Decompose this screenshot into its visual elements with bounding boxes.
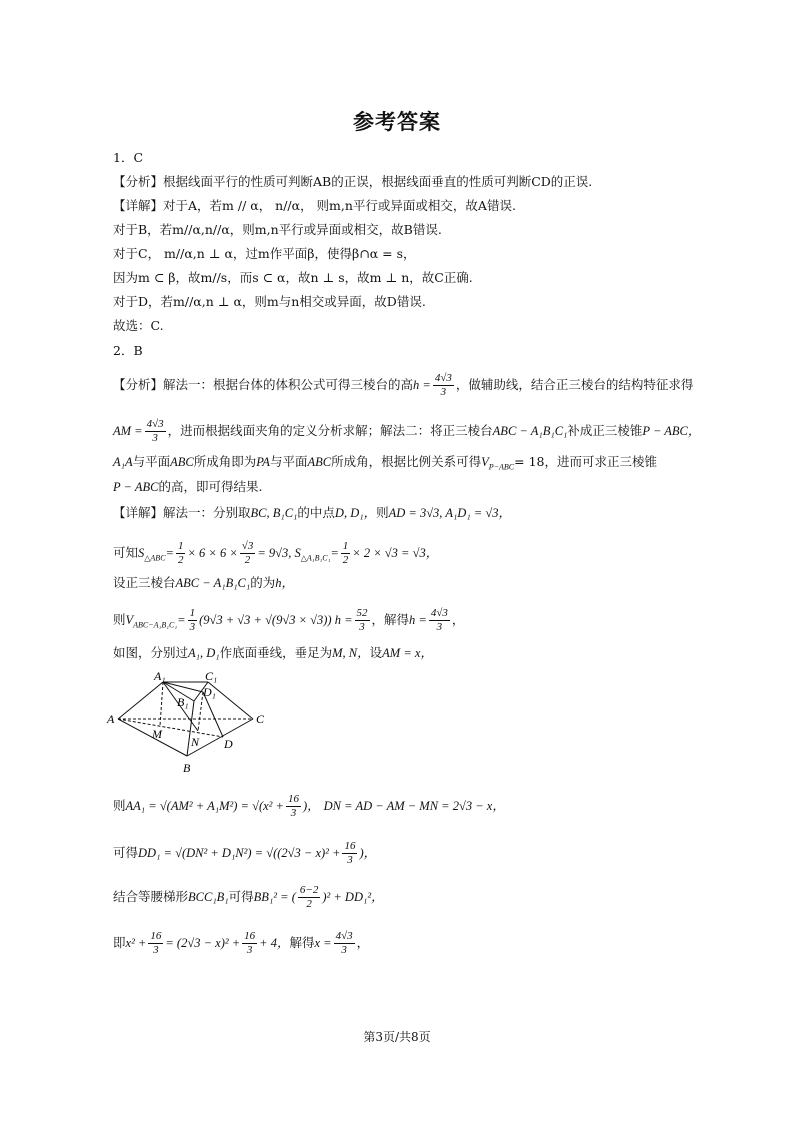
q1-detail-d: 对于D，若m//α,n ⊥ α，则m与n相交或异面，故D错误. [113, 294, 426, 309]
math: AM = x， [382, 646, 433, 660]
q2-detail-line5 [113, 645, 433, 661]
math: A₁, D₁ [188, 646, 220, 660]
text: ， [356, 935, 370, 950]
math: = [177, 613, 186, 627]
text: 与平面 [269, 454, 308, 469]
text: 结合等腰梯形 [113, 889, 189, 904]
edge-A-A1 [118, 682, 163, 719]
math: (9√3 + √3 + √(9√3 × √3)) h = [199, 613, 353, 627]
math: D, D₁， [334, 506, 377, 520]
q2-answer: 2．B [113, 343, 143, 358]
math: × 2 × √3 = √3， [352, 546, 439, 560]
math-subscript: △A₁B₁C₁ [300, 553, 331, 563]
math: DN = AD − AM − MN = 2√3 − x， [323, 799, 505, 813]
q2-analysis-line3 [113, 454, 657, 476]
label-A1: A₁ [154, 669, 166, 683]
math: AM = [113, 424, 143, 438]
fraction: $\frac{16}{3}$ [244, 930, 256, 956]
text: 补成正三棱锥 [567, 423, 643, 438]
math: )， [359, 846, 377, 860]
fraction: $\frac{4√3}{3}$ [434, 372, 452, 398]
math-subscript: ABC−A₁B₁C₁ [133, 620, 178, 630]
math: P − ABC [113, 480, 159, 494]
fraction: $\frac{1}{2}$ [342, 540, 349, 566]
label-M: M [152, 727, 162, 741]
q2-detail-line4 [113, 607, 464, 634]
math: V [481, 455, 489, 469]
fraction: $\frac{1}{2}$ [177, 540, 184, 566]
page-footer: 第3页/共8页 [363, 1030, 431, 1044]
math: S [138, 546, 145, 560]
math: DD₁ = √(DN² + D₁N²) = √((2√3 − x)² + [138, 846, 341, 860]
math: P − ABC， [642, 424, 701, 438]
math: PA [256, 455, 270, 469]
q2-detail-line8 [113, 884, 384, 911]
math: ABC − A₁B₁C₁ [492, 424, 568, 438]
text: 可得 [228, 889, 254, 904]
q2-detail-line2 [113, 540, 438, 567]
text: 的高，即可得结果. [158, 479, 263, 494]
q1-detail-a: 【详解】对于A，若m // α， n//α， 则m,n平行或异面或相交，故A错误. [113, 198, 516, 213]
math: ABC [170, 455, 194, 469]
label-B1: B₁ [177, 695, 189, 709]
q2-detail-line7 [113, 840, 376, 867]
math: BC, B₁C₁ [250, 506, 298, 520]
label-C: C [256, 712, 265, 726]
q1-detail-c2: 因为m ⊂ β，故m//s，而s ⊂ α，故n ⊥ s，故m ⊥ n，故C正确. [113, 270, 473, 285]
frustum-figure [105, 668, 275, 778]
math: × 6 × 6 × [187, 546, 238, 560]
q2-detail-line6 [113, 793, 505, 820]
math: )， [302, 799, 320, 813]
text: 作底面垂线，垂足为 [219, 645, 333, 660]
text: 与平面 [132, 454, 171, 469]
text: 【详解】解法一：分别取 [113, 505, 251, 520]
text: ，进而根据线面夹角的定义分析求解；解法二：将正三棱台 [167, 423, 493, 438]
q2-detail-line9 [113, 930, 369, 957]
math: h， [275, 576, 295, 590]
math: AA₁ = √(AM² + A₁M²) = √(x² + [125, 799, 284, 813]
fraction: $\frac{4√3}{3}$ [335, 930, 353, 956]
text: = 18，进而可求正三棱锥 [514, 454, 657, 469]
q2-analysis-line2 [113, 418, 700, 445]
fraction: $\frac{1}{3}$ [189, 607, 196, 633]
math: + 4， [259, 936, 290, 950]
math: BB₁² = ( [253, 890, 296, 904]
math: = 9√3, S [257, 546, 301, 560]
text: 可知 [113, 545, 139, 560]
q1-conclusion: 故选：C. [113, 318, 164, 333]
text: 【分析】解法一：根据台体的体积公式可得三棱台的高 [113, 377, 414, 392]
math: AD = 3√3, A₁D₁ = √3， [388, 506, 511, 520]
math: h = [413, 378, 431, 392]
math: = (2√3 − x)² + [165, 936, 241, 950]
math: x = [314, 936, 332, 950]
text: 所成角，根据比例关系可得 [331, 454, 482, 469]
label-N: N [191, 735, 200, 749]
math: A₁A [113, 455, 133, 469]
math: V [125, 613, 134, 627]
text: 可得 [113, 845, 139, 860]
label-A: A [107, 712, 115, 726]
label-C1: C₁ [205, 669, 218, 683]
fraction: $\frac{4√3}{3}$ [146, 418, 164, 444]
text: 即 [113, 935, 126, 950]
math-subscript: P−ABC [488, 462, 515, 472]
label-B: B [183, 761, 191, 775]
text: ，解得 [371, 612, 410, 627]
q1-detail-c: 对于C， m//α,n ⊥ α，过m作平面β，使得β∩α = s， [113, 246, 416, 261]
math: = [165, 546, 174, 560]
fraction: $\frac{16}{3}$ [344, 840, 356, 866]
fraction: $\frac{√3}{2}$ [241, 540, 254, 566]
text: 所成角即为 [193, 454, 257, 469]
text: 设正三棱台 [113, 575, 176, 590]
math: BCC₁B₁ [188, 890, 229, 904]
text: ， [451, 612, 465, 627]
text: 的中点 [297, 505, 335, 520]
fraction: $\frac{52}{3}$ [356, 607, 368, 633]
edge-A1-M [160, 682, 163, 726]
math: )² + DD₁²， [322, 890, 384, 904]
math: ABC − A₁B₁C₁ [175, 576, 251, 590]
fraction: $\frac{16}{3}$ [287, 793, 299, 819]
text: 则 [113, 612, 126, 627]
q2-detail-line1 [113, 505, 511, 521]
q1-answer: 1．C [113, 150, 144, 165]
q1-detail-b: 对于B，若m//α,n//α，则m,n平行或异面或相交，故B错误. [113, 222, 442, 237]
text: 的为 [250, 575, 276, 590]
math: M, N， [332, 646, 370, 660]
math: h = [409, 613, 427, 627]
text: 设 [369, 645, 383, 660]
fraction: $\frac{6-2}{2}$ [299, 884, 319, 910]
text: 则 [113, 798, 126, 813]
q2-analysis-line4 [113, 479, 262, 495]
text: ，做辅助线，结合正三棱台的结构特征求得 [455, 377, 694, 392]
text: 如图，分别过 [113, 645, 189, 660]
fraction: $\frac{4√3}{3}$ [430, 607, 448, 633]
math: x² + [125, 936, 147, 950]
q2-detail-line3 [113, 575, 294, 591]
math-subscript: △ABC [144, 553, 166, 563]
text: 则 [376, 505, 389, 520]
text: 解得 [289, 935, 315, 950]
q1-analysis: 【分析】根据线面平行的性质可判断AB的正误，根据线面垂直的性质可判断CD的正误. [113, 174, 593, 189]
label-D: D [224, 737, 233, 751]
fraction: $\frac{16}{3}$ [150, 930, 162, 956]
page-title: 参考答案 [353, 110, 441, 134]
label-D1: D₁ [203, 685, 216, 699]
math: ABC [307, 455, 332, 469]
math: = [330, 546, 339, 560]
q2-analysis-line1 [113, 372, 693, 399]
